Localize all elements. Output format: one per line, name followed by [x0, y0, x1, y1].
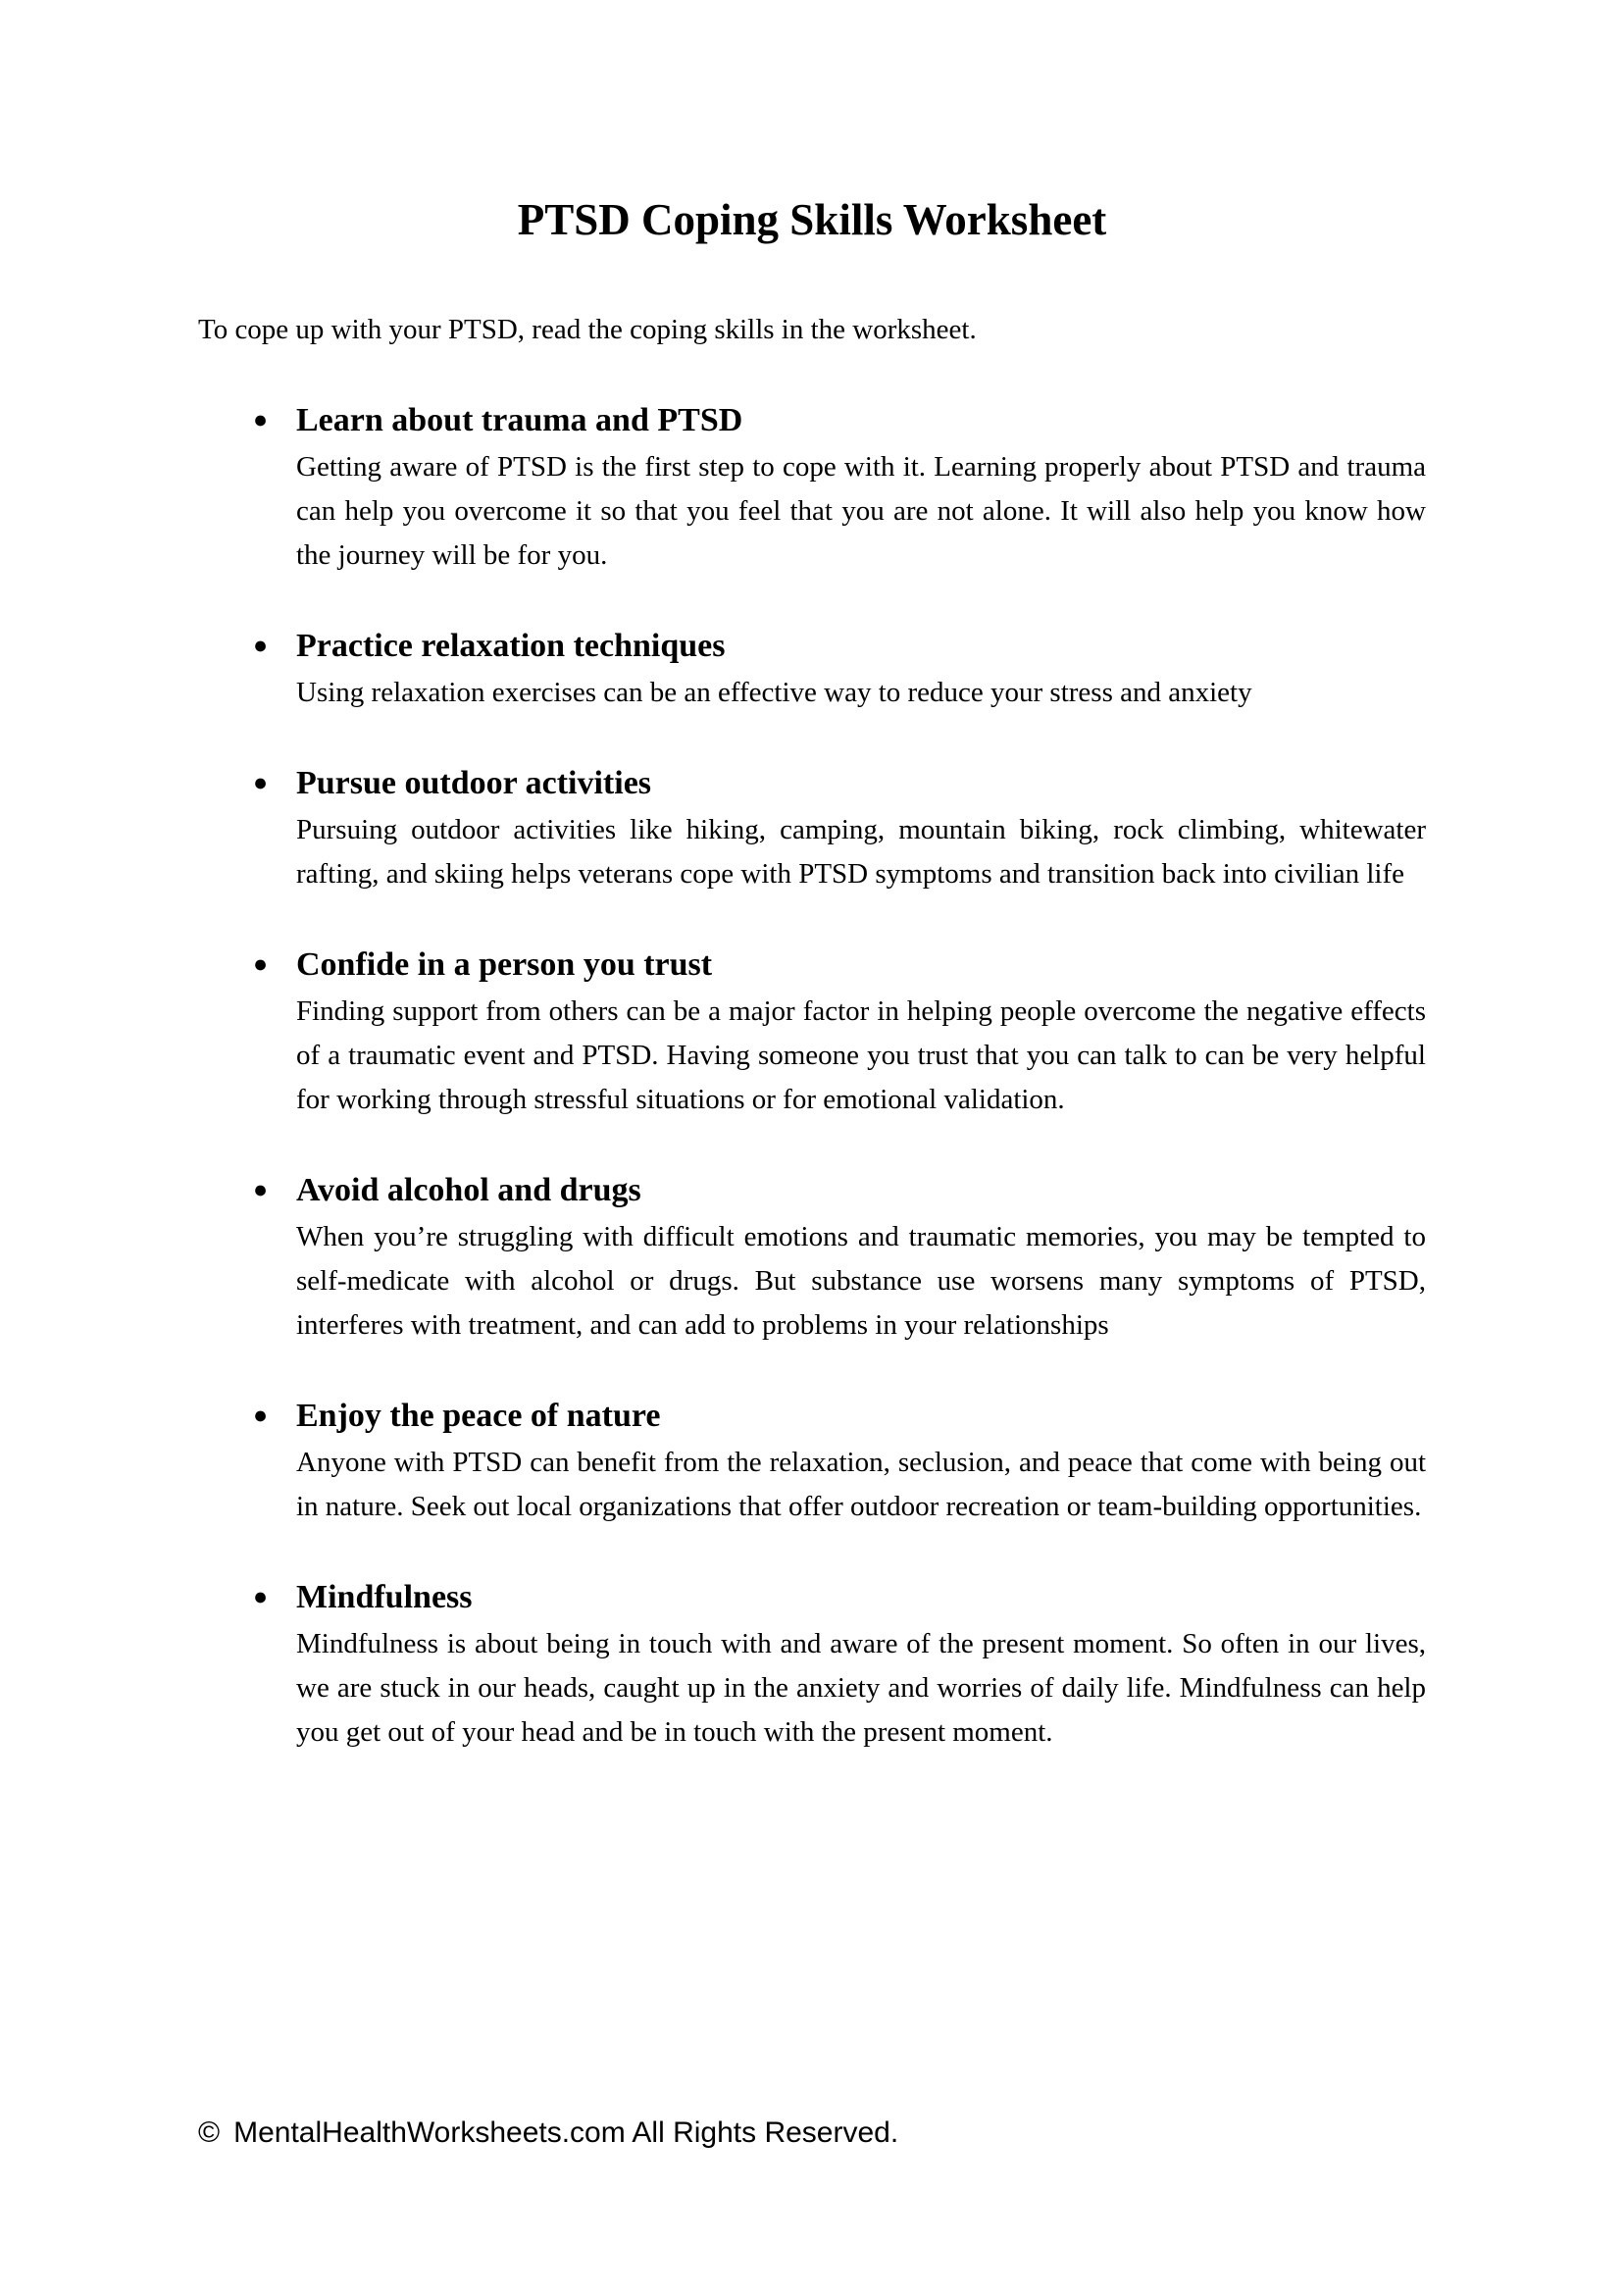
section-heading-row — [198, 1575, 1426, 1619]
section-heading: Mindfulness — [296, 1579, 473, 1615]
list-item — [198, 1168, 1426, 1348]
section-body: Mindfulness is about being in touch with and aware of the present moment. So often in our lives, we are stuck in our heads, caught up in the anxiety and worries of daily life. Mindfulness can help you get out of your head and be in touch with the present moment. — [296, 1628, 1426, 1748]
footer-copyright — [198, 2111, 898, 2155]
section-body: Pursuing outdoor activities like hiking, camping, mountain biking, rock climbing, whitewater rafting, and skiing helps veterans cope with PTSD symptoms and transition back into civilian life — [296, 814, 1426, 890]
section-heading: Confide in a person you trust — [296, 946, 713, 983]
bullet-icon: ● — [253, 633, 269, 659]
intro-text: To cope up with your PTSD, read the coping skills in the worksheet. — [198, 314, 977, 345]
section-heading-row — [198, 624, 1426, 668]
section-body: Anyone with PTSD can benefit from the relaxation, seclusion, and peace that come with being out in nature. Seek out local organizations that offer outdoor recreation or team-building opportunities. — [296, 1447, 1426, 1522]
list-item — [198, 624, 1426, 715]
coping-skills-list — [198, 398, 1426, 1755]
copyright-icon: © — [198, 2116, 221, 2149]
section-heading-row — [198, 1168, 1426, 1212]
section-body: Finding support from others can be a major factor in helping people overcome the negative effects of a traumatic event and PTSD. Having someone you trust that you can talk to can be very helpful for working through stressful situations or for emotional validation. — [296, 995, 1426, 1115]
bullet-icon: ● — [253, 1584, 269, 1610]
list-item — [198, 1575, 1426, 1755]
section-body: When you’re struggling with difficult emotions and traumatic memories, you may be tempted to self-medicate with alcohol or drugs. But substance use worsens many symptoms of PTSD, interferes with treatment, and can add to problems in your relationships — [296, 1221, 1426, 1341]
section-heading-row — [198, 1394, 1426, 1438]
footer-text: MentalHealthWorksheets.com All Rights Reserved. — [233, 2116, 899, 2149]
section-heading: Avoid alcohol and drugs — [296, 1172, 641, 1208]
section-heading-row — [198, 761, 1426, 805]
section-heading: Pursue outdoor activities — [296, 765, 652, 801]
list-item — [198, 761, 1426, 896]
list-item — [198, 943, 1426, 1122]
section-heading: Learn about trauma and PTSD — [296, 402, 743, 438]
section-heading: Enjoy the peace of nature — [296, 1398, 661, 1434]
bullet-icon: ● — [253, 951, 269, 978]
list-item — [198, 1394, 1426, 1529]
section-body: Getting aware of PTSD is the first step to cope with it. Learning properly about PTSD and trauma can help you overcome it so that you feel that you are not alone. It will also help you know how the journey will be for you. — [296, 451, 1426, 571]
section-heading: Practice relaxation techniques — [296, 628, 726, 664]
bullet-icon: ● — [253, 407, 269, 433]
bullet-icon: ● — [253, 770, 269, 796]
bullet-icon: ● — [253, 1177, 269, 1203]
section-heading-row — [198, 398, 1426, 442]
section-heading-row — [198, 943, 1426, 987]
list-item — [198, 398, 1426, 578]
bullet-icon: ● — [253, 1402, 269, 1429]
section-body: Using relaxation exercises can be an effective way to reduce your stress and anxiety — [296, 677, 1252, 708]
page-title: PTSD Coping Skills Worksheet — [517, 195, 1107, 244]
